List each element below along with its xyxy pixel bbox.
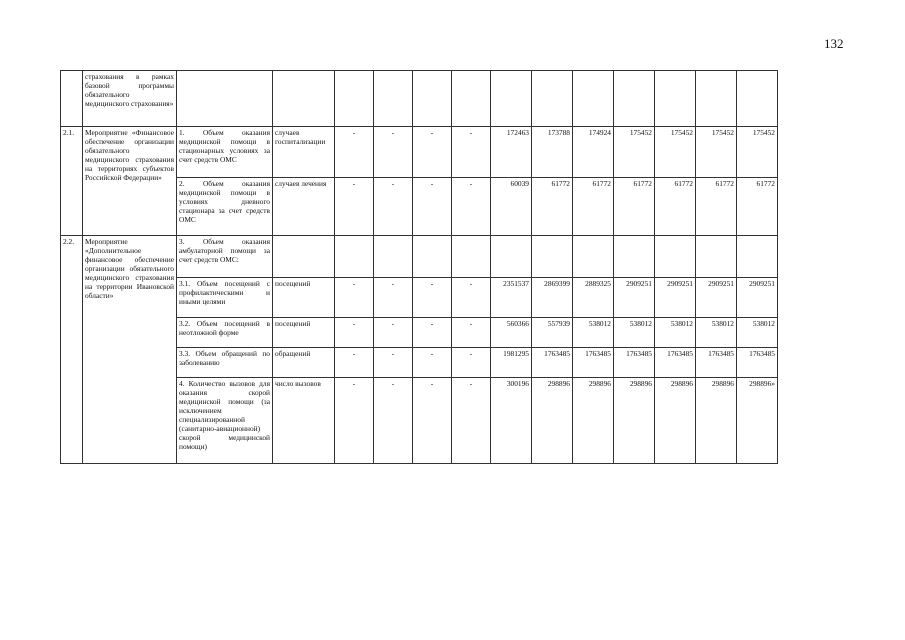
value-cell: - [452,127,491,178]
value-cell: - [452,178,491,236]
value-cell: 298896 [696,378,737,464]
value-cell: 173788 [532,127,573,178]
program-table [60,70,778,464]
value-cell: 2351537 [491,278,532,318]
value-cell: 1763485 [614,348,655,378]
value-cell: 538012 [573,318,614,348]
value-cell: 61772 [696,178,737,236]
table-row [61,236,778,278]
value-cell: - [452,348,491,378]
value-cell: 60039 [491,178,532,236]
value-cell: - [335,348,374,378]
value-cell: - [374,127,413,178]
value-cell: - [374,318,413,348]
value-cell: - [413,178,452,236]
value-cell: 1763485 [573,348,614,378]
cell-description: страхования в рамках базовой программы обязательного медицинского страхования» [83,71,177,127]
value-cell: - [374,348,413,378]
value-cell: 61772 [532,178,573,236]
value-cell: 560366 [491,318,532,348]
value-cell: - [413,278,452,318]
value-cell: 175452 [737,127,778,178]
value-cell: - [374,178,413,236]
measure-description: Мероприятие «Дополнительное финансовое обеспечение организации обязательного медицинского страхования на территории Ивановской области» [83,236,177,464]
value-cell: 61772 [655,178,696,236]
indicator-name: 3.1. Объем посещений с профилактическими и иными целями [177,278,273,318]
value-cell: 61772 [573,178,614,236]
indicator-name: 3.3. Объем обращений по заболеванию [177,348,273,378]
value-cell: 298896 [614,378,655,464]
value-cell: 538012 [696,318,737,348]
value-cell: - [452,278,491,318]
value-cell: 61772 [737,178,778,236]
value-cell: 2909251 [737,278,778,318]
value-cell: 1763485 [696,348,737,378]
indicator-unit: число вызовов [273,378,335,464]
indicator-unit: случаев лечения [273,178,335,236]
indicator-name: 2. Объем оказания медицинской помощи в условиях дневного стационара за счет средств ОМС [177,178,273,236]
value-cell: - [452,378,491,464]
value-cell: 2889325 [573,278,614,318]
table-row-continuation [61,71,778,127]
indicator-unit: случаев госпитализации [273,127,335,178]
value-cell: 298896» [737,378,778,464]
value-cell: - [335,378,374,464]
value-cell: 557939 [532,318,573,348]
value-cell: - [413,127,452,178]
value-cell: - [335,127,374,178]
value-cell: 538012 [655,318,696,348]
value-cell: 1763485 [737,348,778,378]
value-cell: - [335,278,374,318]
value-cell: 298896 [532,378,573,464]
value-cell: 298896 [573,378,614,464]
indicator-name: 4. Количество вызовов для оказания скорой медицинской помощи (за исключением специализированной (санитарно-авиационной) скорой медицинской помощи) [177,378,273,464]
value-cell: 175452 [614,127,655,178]
indicator-unit: посещений [273,318,335,348]
value-cell: - [374,278,413,318]
value-cell: 2909251 [614,278,655,318]
value-cell: 175452 [655,127,696,178]
value-cell: - [413,348,452,378]
value-cell: 175452 [696,127,737,178]
value-cell: 538012 [737,318,778,348]
indicator-unit: посещений [273,278,335,318]
value-cell: 172463 [491,127,532,178]
value-cell: - [374,378,413,464]
measure-code: 2.1. [61,127,83,236]
value-cell: 2869399 [532,278,573,318]
value-cell: 174924 [573,127,614,178]
value-cell: 300196 [491,378,532,464]
page-number: 132 [824,36,844,51]
measure-description: Мероприятие «Финансовое обеспечение организации обязательного медицинского страхования на территориях субъектов Российской Федерации» [83,127,177,236]
value-cell: 2909251 [696,278,737,318]
indicator-name: 3. Объем оказания амбулаторной помощи за счет средств ОМС: [177,236,273,278]
value-cell: 1763485 [532,348,573,378]
value-cell: - [335,178,374,236]
indicator-name: 1. Объем оказания медицинской помощи в стационарных условиях за счет средств ОМС [177,127,273,178]
value-cell: 61772 [614,178,655,236]
value-cell: 298896 [655,378,696,464]
value-cell: - [413,378,452,464]
indicator-name: 3.2. Объем посещений в неотложной форме [177,318,273,348]
value-cell: 1763485 [655,348,696,378]
measure-code: 2.2. [61,236,83,464]
indicator-unit: обращений [273,348,335,378]
value-cell: 538012 [614,318,655,348]
value-cell: 2909251 [655,278,696,318]
table-row [61,127,778,178]
value-cell: - [335,318,374,348]
value-cell: 1981295 [491,348,532,378]
value-cell: - [452,318,491,348]
cell-code [61,71,83,127]
value-cell: - [413,318,452,348]
